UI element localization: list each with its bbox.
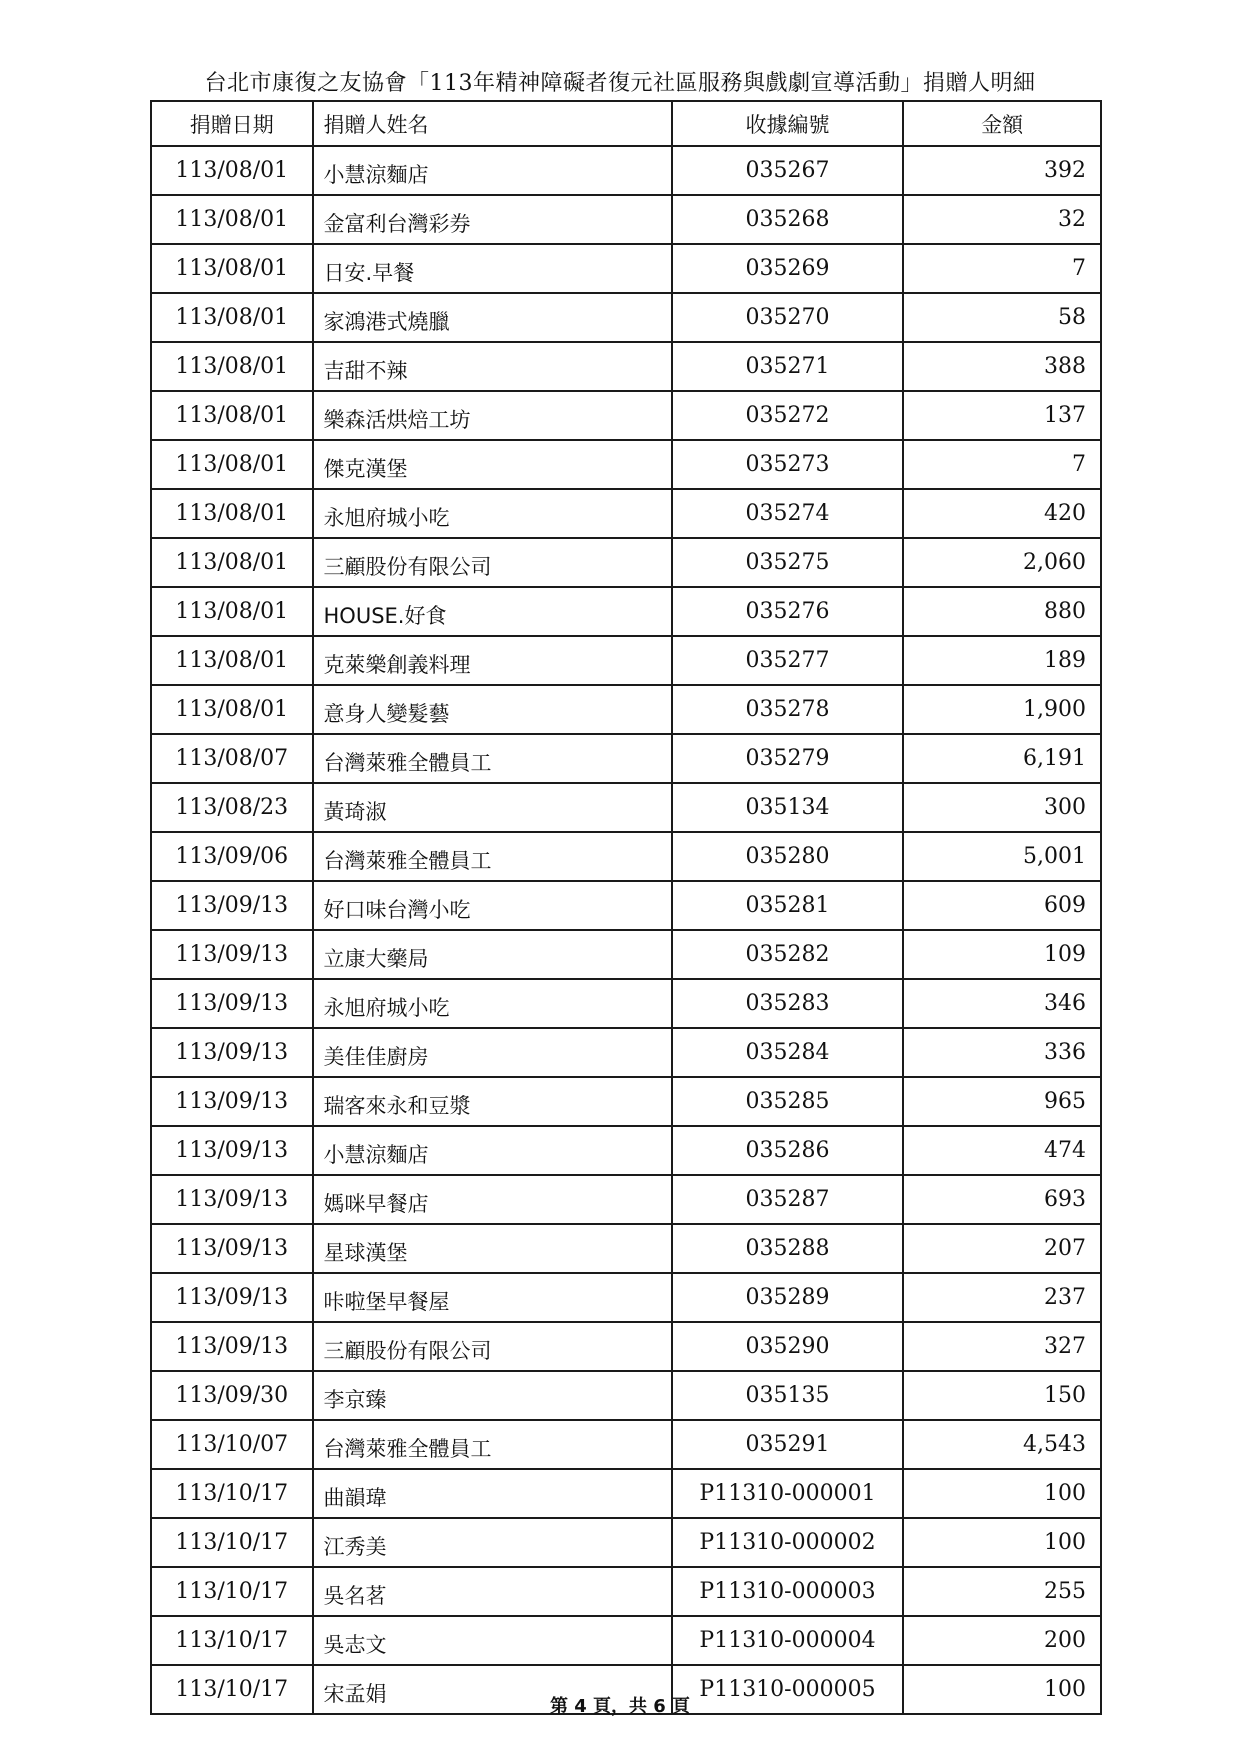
table-row xyxy=(151,391,1101,440)
amount-cell: 189 xyxy=(903,636,1101,685)
donation-date-cell: 113/10/17 xyxy=(151,1469,313,1518)
donor-name-cell: 吳志文 xyxy=(313,1616,672,1665)
amount-cell: 207 xyxy=(903,1224,1101,1273)
donor-name-cell: 好口味台灣小吃 xyxy=(313,881,672,930)
table-row xyxy=(151,1518,1101,1567)
receipt-number-cell: P11310-000004 xyxy=(672,1616,904,1665)
donation-date-cell: 113/09/30 xyxy=(151,1371,313,1420)
donation-date-cell: 113/08/01 xyxy=(151,685,313,734)
donor-name-cell: 瑞客來永和豆漿 xyxy=(313,1077,672,1126)
table-row xyxy=(151,1028,1101,1077)
table-row xyxy=(151,636,1101,685)
table-row xyxy=(151,1616,1101,1665)
amount-cell: 388 xyxy=(903,342,1101,391)
receipt-number-cell: 035290 xyxy=(672,1322,904,1371)
receipt-number-cell: 035272 xyxy=(672,391,904,440)
table-row xyxy=(151,832,1101,881)
donor-name-cell: 克萊樂創義料理 xyxy=(313,636,672,685)
receipt-number-cell: 035267 xyxy=(672,146,904,195)
table-row xyxy=(151,1567,1101,1616)
amount-cell: 880 xyxy=(903,587,1101,636)
table-row xyxy=(151,930,1101,979)
table-row xyxy=(151,1469,1101,1518)
receipt-number-cell: 035280 xyxy=(672,832,904,881)
donation-date-cell: 113/09/13 xyxy=(151,979,313,1028)
amount-cell: 100 xyxy=(903,1469,1101,1518)
receipt-number-cell: 035276 xyxy=(672,587,904,636)
receipt-number-cell: 035271 xyxy=(672,342,904,391)
table-row xyxy=(151,1322,1101,1371)
amount-cell: 693 xyxy=(903,1175,1101,1224)
amount-cell: 420 xyxy=(903,489,1101,538)
amount-cell: 150 xyxy=(903,1371,1101,1420)
receipt-number-cell: 035270 xyxy=(672,293,904,342)
donation-date-cell: 113/08/01 xyxy=(151,489,313,538)
donor-name-cell: 吳名茗 xyxy=(313,1567,672,1616)
receipt-number-cell: 035283 xyxy=(672,979,904,1028)
page-number: 第 4 頁，共 6 頁 xyxy=(549,1696,691,1717)
table-row xyxy=(151,1273,1101,1322)
donor-name-cell: 金富利台灣彩券 xyxy=(313,195,672,244)
amount-cell: 392 xyxy=(903,146,1101,195)
table-row xyxy=(151,146,1101,195)
table-row xyxy=(151,440,1101,489)
table-row xyxy=(151,783,1101,832)
donation-date-cell: 113/10/17 xyxy=(151,1518,313,1567)
amount-cell: 300 xyxy=(903,783,1101,832)
table-row xyxy=(151,195,1101,244)
donor-name-cell: 小慧涼麵店 xyxy=(313,1126,672,1175)
table-row xyxy=(151,685,1101,734)
table-row xyxy=(151,1175,1101,1224)
donation-date-cell: 113/08/01 xyxy=(151,587,313,636)
donor-name-cell: 李京臻 xyxy=(313,1371,672,1420)
table-row xyxy=(151,734,1101,783)
receipt-number-cell: P11310-000005 xyxy=(672,1665,904,1714)
donation-date-cell: 113/09/06 xyxy=(151,832,313,881)
receipt-number-cell: 035286 xyxy=(672,1126,904,1175)
donation-date-cell: 113/10/17 xyxy=(151,1665,313,1714)
table-header-row xyxy=(151,101,1101,146)
receipt-number-cell: 035285 xyxy=(672,1077,904,1126)
receipt-number-cell: 035273 xyxy=(672,440,904,489)
document-title: 台北市康復之友協會「113年精神障礙者復元社區服務與戲劇宣導活動」捐贈人明細 xyxy=(204,71,1036,96)
amount-cell: 109 xyxy=(903,930,1101,979)
donation-date-cell: 113/09/13 xyxy=(151,1126,313,1175)
amount-cell: 6,191 xyxy=(903,734,1101,783)
amount-cell: 237 xyxy=(903,1273,1101,1322)
amount-cell: 5,001 xyxy=(903,832,1101,881)
donor-name-cell: 家鴻港式燒臘 xyxy=(313,293,672,342)
donation-date-cell: 113/09/13 xyxy=(151,881,313,930)
donor-name-cell: 美佳佳廚房 xyxy=(313,1028,672,1077)
receipt-number-cell: 035279 xyxy=(672,734,904,783)
donation-date-cell: 113/09/13 xyxy=(151,1273,313,1322)
donation-date-cell: 113/09/13 xyxy=(151,1224,313,1273)
donation-date-cell: 113/10/07 xyxy=(151,1420,313,1469)
donor-name-cell: 意身人變髮藝 xyxy=(313,685,672,734)
column-header-amount: 金額 xyxy=(903,101,1101,146)
donor-name-cell: 永旭府城小吃 xyxy=(313,979,672,1028)
donation-date-cell: 113/08/07 xyxy=(151,734,313,783)
receipt-number-cell: P11310-000003 xyxy=(672,1567,904,1616)
table-row xyxy=(151,881,1101,930)
donor-name-cell: 宋孟娟 xyxy=(313,1665,672,1714)
table-row xyxy=(151,489,1101,538)
donation-date-cell: 113/08/01 xyxy=(151,342,313,391)
amount-cell: 4,543 xyxy=(903,1420,1101,1469)
donor-name-cell: 吉甜不辣 xyxy=(313,342,672,391)
donor-name-cell: 台灣萊雅全體員工 xyxy=(313,832,672,881)
amount-cell: 7 xyxy=(903,244,1101,293)
receipt-number-cell: 035275 xyxy=(672,538,904,587)
donation-date-cell: 113/08/01 xyxy=(151,195,313,244)
donor-name-cell: 曲韻瑋 xyxy=(313,1469,672,1518)
table-row xyxy=(151,1126,1101,1175)
amount-cell: 336 xyxy=(903,1028,1101,1077)
receipt-number-cell: 035268 xyxy=(672,195,904,244)
donor-name-cell: 永旭府城小吃 xyxy=(313,489,672,538)
donor-name-cell: 台灣萊雅全體員工 xyxy=(313,1420,672,1469)
donation-date-cell: 113/10/17 xyxy=(151,1567,313,1616)
donor-name-cell: 樂森活烘焙工坊 xyxy=(313,391,672,440)
table-row xyxy=(151,293,1101,342)
amount-cell: 474 xyxy=(903,1126,1101,1175)
amount-cell: 965 xyxy=(903,1077,1101,1126)
table-row xyxy=(151,1077,1101,1126)
donor-name-cell: 星球漢堡 xyxy=(313,1224,672,1273)
table-row xyxy=(151,1224,1101,1273)
table-body xyxy=(151,146,1101,1714)
donor-name-cell: 台灣萊雅全體員工 xyxy=(313,734,672,783)
receipt-number-cell: 035291 xyxy=(672,1420,904,1469)
donation-date-cell: 113/08/23 xyxy=(151,783,313,832)
receipt-number-cell: 035282 xyxy=(672,930,904,979)
column-header-date: 捐贈日期 xyxy=(151,101,313,146)
donor-name-cell: HOUSE.好食 xyxy=(313,587,672,636)
donor-name-cell: 媽咪早餐店 xyxy=(313,1175,672,1224)
amount-cell: 327 xyxy=(903,1322,1101,1371)
column-header-receipt: 收據編號 xyxy=(672,101,904,146)
receipt-number-cell: 035278 xyxy=(672,685,904,734)
donation-date-cell: 113/09/13 xyxy=(151,930,313,979)
receipt-number-cell: 035274 xyxy=(672,489,904,538)
receipt-number-cell: 035288 xyxy=(672,1224,904,1273)
table-row xyxy=(151,538,1101,587)
table-row xyxy=(151,1420,1101,1469)
table-row xyxy=(151,342,1101,391)
amount-cell: 2,060 xyxy=(903,538,1101,587)
table-row xyxy=(151,979,1101,1028)
donation-date-cell: 113/09/13 xyxy=(151,1175,313,1224)
table-row xyxy=(151,244,1101,293)
receipt-number-cell: 035135 xyxy=(672,1371,904,1420)
donation-date-cell: 113/08/01 xyxy=(151,440,313,489)
donation-date-cell: 113/08/01 xyxy=(151,244,313,293)
amount-cell: 32 xyxy=(903,195,1101,244)
receipt-number-cell: 035284 xyxy=(672,1028,904,1077)
receipt-number-cell: 035287 xyxy=(672,1175,904,1224)
table-row xyxy=(151,1371,1101,1420)
amount-cell: 137 xyxy=(903,391,1101,440)
amount-cell: 255 xyxy=(903,1567,1101,1616)
donation-date-cell: 113/08/01 xyxy=(151,146,313,195)
donation-date-cell: 113/09/13 xyxy=(151,1077,313,1126)
donation-date-cell: 113/08/01 xyxy=(151,391,313,440)
amount-cell: 346 xyxy=(903,979,1101,1028)
amount-cell: 609 xyxy=(903,881,1101,930)
donation-date-cell: 113/08/01 xyxy=(151,538,313,587)
amount-cell: 200 xyxy=(903,1616,1101,1665)
donor-name-cell: 三顧股份有限公司 xyxy=(313,538,672,587)
donation-date-cell: 113/09/13 xyxy=(151,1322,313,1371)
amount-cell: 100 xyxy=(903,1665,1101,1714)
receipt-number-cell: 035277 xyxy=(672,636,904,685)
donation-date-cell: 113/09/13 xyxy=(151,1028,313,1077)
donor-table xyxy=(150,100,1102,1715)
donation-date-cell: 113/08/01 xyxy=(151,293,313,342)
donor-name-cell: 立康大藥局 xyxy=(313,930,672,979)
donor-name-cell: 咔啦堡早餐屋 xyxy=(313,1273,672,1322)
amount-cell: 100 xyxy=(903,1518,1101,1567)
donor-name-cell: 日安.早餐 xyxy=(313,244,672,293)
donor-name-cell: 小慧涼麵店 xyxy=(313,146,672,195)
receipt-number-cell: 035134 xyxy=(672,783,904,832)
receipt-number-cell: 035281 xyxy=(672,881,904,930)
receipt-number-cell: 035289 xyxy=(672,1273,904,1322)
table-row xyxy=(151,587,1101,636)
column-header-name: 捐贈人姓名 xyxy=(313,101,672,146)
donor-name-cell: 黃琦淑 xyxy=(313,783,672,832)
donation-date-cell: 113/10/17 xyxy=(151,1616,313,1665)
donor-name-cell: 三顧股份有限公司 xyxy=(313,1322,672,1371)
donation-date-cell: 113/08/01 xyxy=(151,636,313,685)
receipt-number-cell: 035269 xyxy=(672,244,904,293)
receipt-number-cell: P11310-000001 xyxy=(672,1469,904,1518)
amount-cell: 1,900 xyxy=(903,685,1101,734)
amount-cell: 58 xyxy=(903,293,1101,342)
amount-cell: 7 xyxy=(903,440,1101,489)
receipt-number-cell: P11310-000002 xyxy=(672,1518,904,1567)
donor-name-cell: 傑克漢堡 xyxy=(313,440,672,489)
donor-name-cell: 江秀美 xyxy=(313,1518,672,1567)
